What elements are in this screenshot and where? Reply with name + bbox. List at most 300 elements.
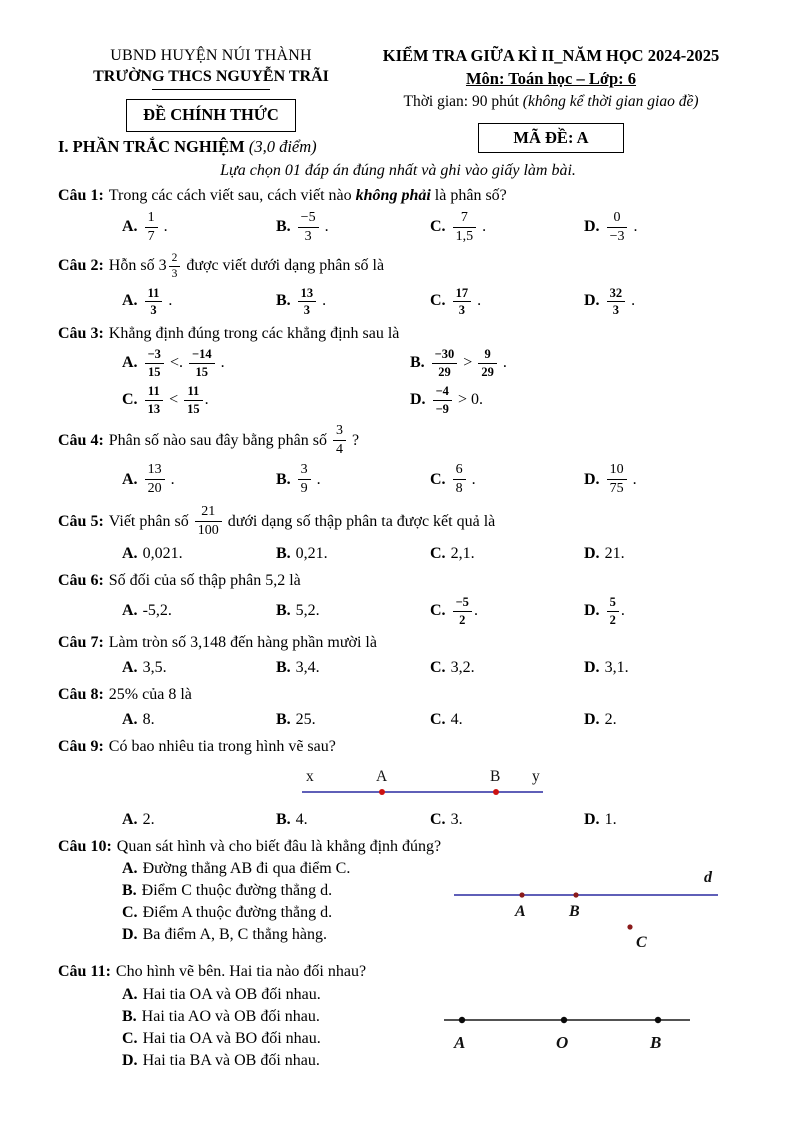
segment-AOB-figure: [442, 1007, 694, 1057]
fraction-denominator: 8: [453, 479, 466, 496]
option-key: C.: [430, 659, 446, 677]
fraction: [145, 348, 164, 378]
option: [122, 710, 276, 730]
fraction: [433, 385, 452, 415]
emphasis-text: không phải: [355, 186, 431, 204]
option-text: [143, 347, 225, 379]
option-key: D.: [584, 217, 600, 235]
fraction: [184, 385, 203, 415]
fraction: [145, 385, 164, 415]
fraction-numerator: 6: [455, 462, 463, 478]
text-run: 4.: [295, 810, 308, 828]
text-run: Viết phân số: [108, 512, 193, 530]
question-label: Câu 10:: [58, 837, 112, 855]
fraction-numerator: 11: [187, 384, 200, 399]
option: [584, 658, 738, 678]
question-label: Câu 5:: [58, 512, 104, 530]
options: [58, 594, 738, 628]
section-points: (3,0 điểm): [248, 137, 317, 157]
option: [430, 810, 584, 830]
text-run: .: [498, 354, 507, 372]
options: [58, 285, 738, 319]
option: [122, 346, 410, 380]
option: [122, 925, 446, 945]
fraction: [607, 596, 619, 626]
question-header: [58, 962, 738, 983]
fraction-numerator: 10: [609, 462, 624, 478]
point-dot: [655, 1017, 661, 1023]
option-text: [605, 545, 625, 562]
option-key: A.: [122, 860, 138, 878]
figure-q9: [298, 764, 738, 806]
option-text: [451, 659, 475, 676]
option: [584, 594, 738, 628]
fraction-denominator: 15: [145, 363, 164, 379]
text-run: Có bao nhiêu tia trong hình vẽ sau?: [108, 737, 336, 755]
fraction-denominator: 13: [145, 400, 164, 416]
option-key: B.: [410, 354, 425, 372]
option: [584, 285, 738, 319]
text-run: Hai tia AO và OB đối nhau.: [141, 1008, 320, 1026]
option-text: [142, 882, 332, 899]
fraction-numerator: 2: [171, 251, 178, 264]
point-dot: [519, 893, 524, 898]
point-label: B: [569, 903, 580, 921]
time-line: [364, 92, 738, 111]
option: [122, 985, 442, 1005]
text-run: 3.: [450, 810, 463, 828]
option: [122, 810, 276, 830]
figure-q10: [446, 865, 738, 957]
option-text: [605, 711, 617, 728]
text-run: .: [159, 217, 168, 235]
option-text: [451, 711, 463, 728]
option-key: B.: [276, 810, 291, 828]
options: [58, 985, 442, 1071]
option: [122, 383, 410, 417]
option-text: [296, 602, 320, 619]
fraction-numerator: −4: [435, 384, 449, 399]
option-text: [605, 811, 617, 828]
fraction: [189, 348, 215, 378]
option: [276, 710, 430, 730]
text-run: Hai tia BA và OB đối nhau.: [142, 1052, 320, 1070]
option-key: D.: [584, 470, 600, 488]
option-key: A.: [122, 545, 138, 563]
text-run: Trong các cách viết sau, cách viết nào: [108, 186, 356, 204]
fraction-denominator: 75: [607, 479, 627, 496]
text-run: .: [629, 217, 638, 235]
line-d-figure: [446, 865, 738, 951]
option-text: [296, 209, 329, 244]
fraction-denominator: 15: [189, 363, 215, 379]
question-text: [109, 686, 192, 703]
fraction-denominator: 3: [607, 301, 626, 317]
text-run: 3,5.: [142, 659, 167, 677]
organization-name: UBND HUYỆN NÚI THÀNH: [110, 47, 312, 64]
text-run: >: [459, 354, 477, 372]
point-label: A: [376, 767, 388, 785]
text-run: 3,4.: [295, 659, 320, 677]
fraction-denominator: −3: [607, 227, 628, 244]
option-key: A.: [122, 602, 138, 620]
option-text: [451, 285, 482, 318]
question-text: [117, 838, 441, 855]
option-text: [143, 926, 327, 943]
text-run: 0,21.: [295, 545, 328, 563]
fraction-denominator: −9: [433, 400, 452, 416]
fraction: [145, 287, 163, 317]
text-run: dưới dạng số thập phân ta được kết quả là: [223, 512, 496, 530]
option: [584, 810, 738, 830]
fraction-numerator: 11: [147, 285, 160, 300]
question-label: Câu 3:: [58, 324, 104, 342]
text-run: .: [318, 292, 327, 310]
text-run: <: [165, 391, 183, 409]
question-text: [109, 738, 336, 755]
options: [58, 808, 738, 832]
text-run: 2.: [142, 810, 155, 828]
fraction: [453, 463, 466, 496]
fraction-numerator: −5: [455, 595, 469, 610]
option-text: [143, 986, 321, 1003]
fraction-denominator: 29: [478, 363, 497, 379]
fraction-numerator: 13: [147, 462, 162, 478]
question-header: [58, 251, 738, 283]
option-text: [605, 595, 625, 627]
option-key: D.: [584, 710, 600, 728]
option-text: [451, 811, 463, 828]
question-header: [58, 737, 738, 758]
fraction-denominator: 2: [607, 611, 619, 627]
fraction: [478, 348, 497, 378]
question-text: [108, 423, 360, 458]
text-run: Làm tròn số 3,148 đến hàng phần mười là: [108, 634, 377, 652]
fraction-numerator: 32: [609, 285, 623, 300]
option-key: B.: [276, 710, 291, 728]
fraction-numerator: 0: [613, 209, 621, 225]
question-text: [108, 504, 496, 539]
fraction-numerator: 13: [300, 285, 314, 300]
option-key: A.: [122, 470, 138, 488]
options: [58, 346, 738, 417]
option-key: C.: [430, 710, 446, 728]
option: [430, 710, 584, 730]
fraction-numerator: 1: [147, 209, 155, 225]
option-text: [296, 659, 320, 676]
option: [410, 383, 738, 417]
text-run: .: [627, 292, 636, 310]
question-text: [109, 325, 400, 342]
option-text: [296, 711, 316, 728]
text-run: .: [473, 292, 482, 310]
option-key: D.: [584, 545, 600, 563]
fraction: [607, 463, 627, 496]
option-key: D.: [410, 391, 426, 409]
option-key: A.: [122, 292, 138, 310]
question-body: [58, 983, 738, 1073]
fraction-denominator: 1,5: [453, 227, 477, 244]
text-run: .: [166, 470, 175, 488]
header-divider: [152, 89, 270, 90]
option-text: [143, 209, 168, 244]
option: [584, 461, 738, 498]
fraction-numerator: 5: [609, 595, 616, 610]
fraction-denominator: 3: [298, 227, 319, 244]
text-run: 0,021.: [142, 545, 183, 563]
point-label: B: [650, 1033, 662, 1053]
fraction: [453, 211, 477, 244]
text-run: .: [216, 354, 225, 372]
options: [58, 656, 738, 680]
fraction-denominator: 3: [298, 301, 317, 317]
option: [122, 881, 446, 901]
option-text: [451, 545, 475, 562]
option: [122, 1029, 442, 1049]
fraction-numerator: 11: [147, 384, 160, 399]
fraction: [169, 253, 181, 281]
options: [58, 708, 738, 732]
point-dot: [493, 789, 499, 795]
question-label: Câu 6:: [58, 572, 104, 590]
exam-title: KIỂM TRA GIỮA KÌ II_NĂM HỌC 2024-2025: [382, 46, 720, 65]
option: [410, 346, 738, 380]
option-text: [296, 462, 321, 497]
fraction-denominator: 3: [453, 301, 472, 317]
fraction-denominator: 7: [145, 227, 158, 244]
option-key: C.: [430, 217, 446, 235]
question-label: Câu 7:: [58, 634, 104, 652]
option-text: [142, 1008, 320, 1025]
question-q6: [58, 571, 738, 628]
option-text: [143, 462, 175, 497]
time-note: (không kể thời gian giao đề): [522, 93, 699, 111]
option-key: A.: [122, 710, 138, 728]
option: [122, 544, 276, 564]
question-text: [109, 572, 301, 589]
option-text: [451, 462, 476, 497]
option-key: B.: [276, 602, 291, 620]
option: [430, 285, 584, 319]
option: [276, 658, 430, 678]
point-label: A: [515, 903, 526, 921]
fraction: [607, 287, 626, 317]
question-label: Câu 4:: [58, 431, 104, 449]
question-q9: [58, 737, 738, 832]
question-header: [58, 422, 738, 459]
option-key: B.: [276, 217, 291, 235]
point-label: y: [532, 767, 540, 785]
option-key: B.: [276, 292, 291, 310]
option: [430, 544, 584, 564]
option-key: C.: [430, 470, 446, 488]
option-text: [143, 384, 209, 416]
option-text: [143, 1030, 321, 1047]
option-text: [451, 209, 487, 244]
option-text: [143, 711, 155, 728]
fraction: [432, 348, 458, 378]
option: [122, 209, 276, 246]
option-key: C.: [430, 292, 446, 310]
fraction-denominator: 29: [432, 363, 458, 379]
text-run: Hai tia OA và BO đối nhau.: [142, 1030, 321, 1048]
question-header: [58, 685, 738, 706]
question-text: [108, 251, 385, 281]
text-run: 4.: [450, 710, 463, 728]
text-run: Ba điểm A, B, C thẳng hàng.: [142, 926, 327, 944]
fraction-numerator: 21: [201, 504, 216, 520]
option-text: [451, 595, 478, 627]
fraction-denominator: 15: [184, 400, 203, 416]
fraction: [333, 424, 346, 457]
fraction-numerator: 7: [460, 209, 468, 225]
option: [276, 810, 430, 830]
school-name: TRƯỜNG THCS NGUYỄN TRÃI: [93, 68, 329, 85]
fraction-denominator: 2: [453, 611, 472, 627]
fraction-numerator: 17: [455, 285, 469, 300]
text-run: 21.: [604, 545, 625, 563]
option: [122, 658, 276, 678]
option-key: A.: [122, 986, 138, 1004]
option-key: A.: [122, 810, 138, 828]
point-label: B: [490, 767, 501, 785]
text-run: Đường thẳng AB đi qua điểm C.: [142, 860, 351, 878]
option: [430, 594, 584, 628]
question-q8: [58, 685, 738, 732]
option-text: [296, 811, 308, 828]
subject-grade-line: Môn: Toán học – Lớp: 6: [465, 68, 637, 88]
fraction: [298, 211, 319, 244]
text-run: 1.: [604, 810, 617, 828]
text-run: .: [204, 391, 209, 409]
text-run: Điểm A thuộc đường thẳng d.: [142, 904, 333, 922]
fraction-denominator: 100: [195, 521, 222, 538]
text-run: .: [320, 217, 329, 235]
text-run: 2,1.: [450, 545, 475, 563]
text-run: 3,2.: [450, 659, 475, 677]
fraction: [145, 211, 158, 244]
option-text: [431, 384, 483, 416]
fraction: [145, 463, 165, 496]
options: [58, 461, 738, 498]
option-text: [143, 904, 333, 921]
option-text: [296, 285, 327, 318]
option: [122, 903, 446, 923]
option-text: [296, 545, 328, 562]
option: [122, 461, 276, 498]
option: [276, 209, 430, 246]
option-text: [430, 347, 507, 379]
section-title: I. PHẦN TRẮC NGHIỆM: [58, 137, 249, 157]
text-run: 2.: [604, 710, 617, 728]
text-run: Quan sát hình và cho biết đâu là khẳng định đúng?: [116, 837, 442, 855]
question-text: [109, 187, 507, 204]
question-q1: [58, 186, 738, 246]
text-run: Phân số nào sau đây bằng phân số: [108, 431, 331, 449]
option-key: D.: [584, 659, 600, 677]
text-run: Hai tia OA và OB đối nhau.: [142, 986, 321, 1004]
text-run: Số đối của số thập phân 5,2 là: [108, 572, 301, 590]
question-label: Câu 8:: [58, 686, 104, 704]
text-run: Cho hình vẽ bên. Hai tia nào đối nhau?: [115, 963, 367, 981]
point-dot: [379, 789, 385, 795]
fraction-numerator: 3: [300, 462, 308, 478]
option: [276, 285, 430, 319]
option: [122, 1007, 442, 1027]
question-header: [58, 503, 738, 540]
time-text: Thời gian: 90 phút: [403, 93, 523, 111]
fraction: [195, 505, 222, 538]
question-q2: [58, 251, 738, 319]
point-label: O: [556, 1033, 569, 1053]
option-key: C.: [122, 904, 138, 922]
option-text: [143, 545, 183, 562]
options: [58, 542, 738, 566]
instruction-line: Lựa chọn 01 đáp án đúng nhất và ghi vào giấy làm bài.: [220, 161, 576, 179]
fraction-numerator: −30: [434, 347, 455, 362]
fraction-numerator: −14: [191, 347, 212, 362]
question-header: [58, 571, 738, 592]
option-key: B.: [276, 545, 291, 563]
text-run: .: [164, 292, 173, 310]
text-run: .: [478, 217, 487, 235]
option-key: B.: [122, 882, 137, 900]
option-key: C.: [430, 545, 446, 563]
option-text: [605, 285, 636, 318]
text-run: .: [628, 470, 637, 488]
option-text: [605, 209, 638, 244]
fraction-denominator: 4: [333, 440, 346, 457]
fraction: [298, 463, 311, 496]
option-key: A.: [122, 659, 138, 677]
question-q5: [58, 503, 738, 566]
text-run: 25% của 8 là: [108, 686, 192, 704]
text-run: Khẳng định đúng trong các khẳng định sau là: [108, 324, 400, 342]
text-run: <.: [165, 354, 187, 372]
option-key: D.: [584, 292, 600, 310]
point-label: A: [454, 1033, 466, 1053]
option-text: [605, 462, 637, 497]
option: [430, 209, 584, 246]
text-run: 5,2.: [295, 602, 320, 620]
fraction-denominator: 20: [145, 479, 165, 496]
question-q3: [58, 324, 738, 418]
fraction-denominator: 3: [145, 301, 163, 317]
question-text: [116, 963, 366, 980]
option: [122, 1051, 442, 1071]
option-key: B.: [276, 470, 291, 488]
option-key: C.: [122, 391, 138, 409]
option-text: [143, 659, 167, 676]
fraction: [607, 211, 628, 244]
option-key: C.: [430, 810, 446, 828]
header-right-column: [364, 46, 738, 153]
question-header: [58, 633, 738, 654]
question-q10: [58, 837, 738, 958]
option: [430, 658, 584, 678]
question-header: [58, 324, 738, 345]
option-key: A.: [122, 217, 138, 235]
fraction-numerator: 9: [484, 347, 491, 362]
fraction: [298, 287, 317, 317]
options: [58, 859, 446, 945]
question-body: [58, 857, 738, 957]
question-label: Câu 9:: [58, 737, 104, 755]
option: [430, 461, 584, 498]
fraction-numerator: −5: [300, 209, 316, 225]
ray-figure-xABy: [298, 764, 548, 800]
option-key: D.: [584, 601, 600, 619]
